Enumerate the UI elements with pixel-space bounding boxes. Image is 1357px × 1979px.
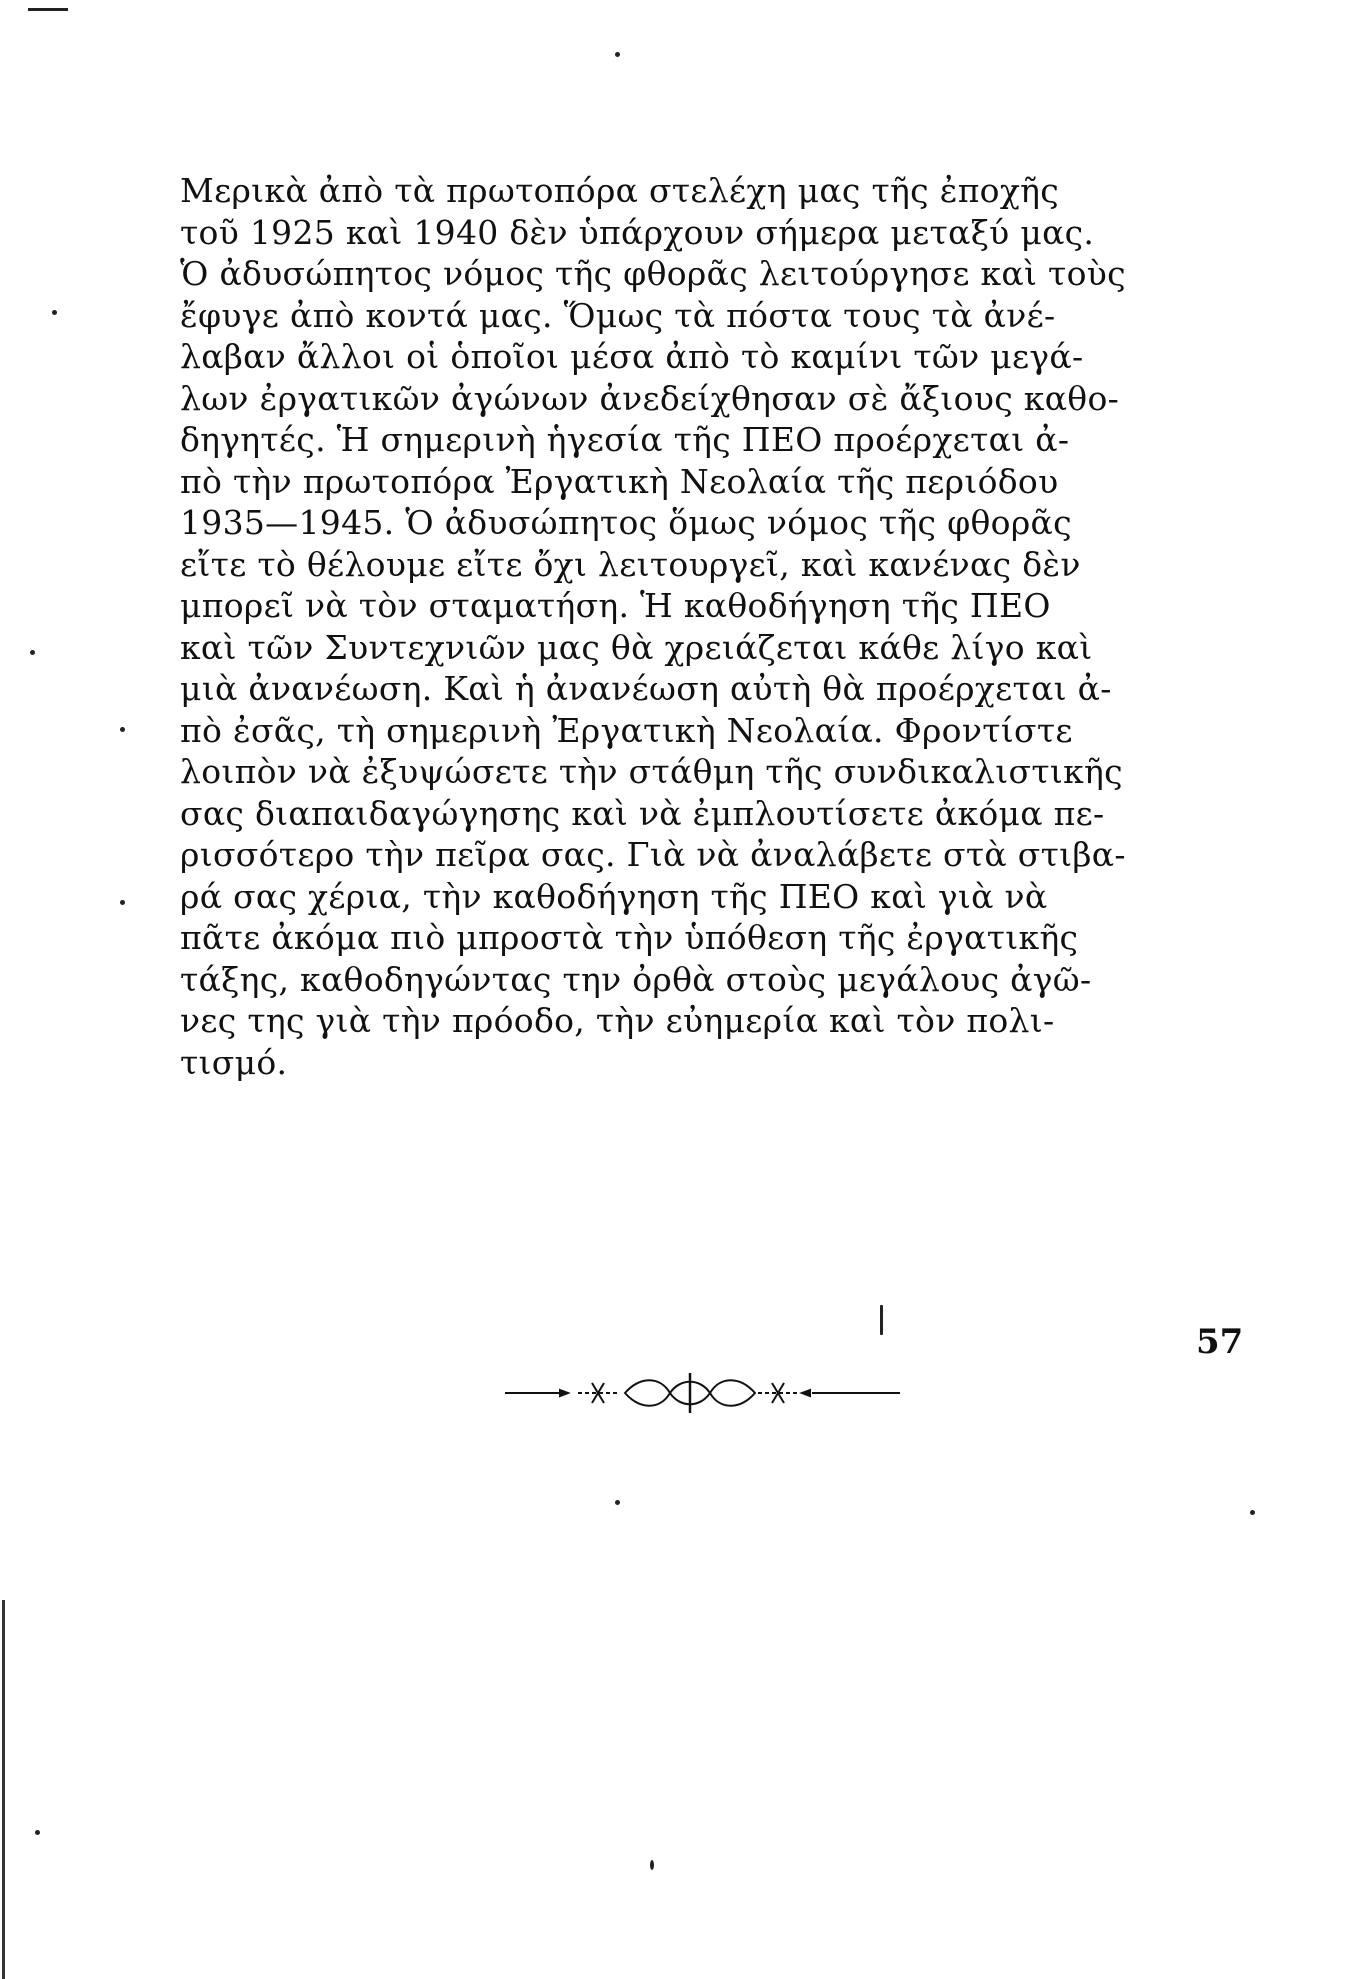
- text-line: τάξης, καθοδηγώντας την ὀρθὰ στοὺς μεγάλους ἀγῶ-: [180, 959, 1092, 999]
- text-line: λοιπὸν νὰ ἐξυψώσετε τὴν στάθμη τῆς συνδικαλιστικῆς: [180, 752, 1123, 791]
- text-line: ρισσότερο τὴν πεῖρα σας. Γιὰ νὰ ἀναλάβετε στὰ στιβα-: [180, 835, 1126, 874]
- scan-speck: [120, 727, 125, 732]
- text-line: Μερικὰ ἀπὸ τὰ πρωτοπόρα στελέχη μας τῆς ἐποχῆς: [180, 171, 1060, 210]
- text-line: πᾶτε ἀκόμα πιὸ μπροστὰ τὴν ὑπόθεση τῆς ἐργατικῆς: [180, 918, 1079, 957]
- scan-speck: [880, 1305, 883, 1335]
- text-line: καὶ τῶν Συντεχνιῶν μας θὰ χρειάζεται κάθε λίγο καὶ: [180, 627, 1093, 667]
- scan-speck: [615, 52, 620, 57]
- scan-speck: [28, 8, 68, 11]
- text-line: πὸ ἐσᾶς, τὴ σημερινὴ Ἐργατικὴ Νεολαία. Φροντίστε: [180, 710, 1073, 750]
- text-line: δηγητές. Ἡ σημερινὴ ἡγεσία τῆς ΠΕΟ προέρχεται ἀ-: [180, 420, 1070, 459]
- page-number: 57: [1196, 1322, 1244, 1362]
- scan-speck: [30, 650, 35, 655]
- text-line: τισμό.: [180, 1042, 288, 1082]
- scan-speck: [35, 1830, 40, 1835]
- text-line: λων ἐργατικῶν ἀγώνων ἀνεδείχθησαν σὲ ἄξιους καθο-: [180, 378, 1120, 418]
- text-line: μιὰ ἀνανέωση. Καὶ ἡ ἀνανέωση αὐτὴ θὰ προέρχεται ἀ-: [180, 669, 1112, 708]
- text-line: Ὁ ἀδυσώπητος νόμος τῆς φθορᾶς λειτούργησε καὶ τοὺς: [180, 254, 1126, 293]
- scan-speck: [615, 1500, 620, 1505]
- scan-edge-artifact: [2, 1600, 5, 1979]
- text-line: ρά σας χέρια, τὴν καθοδήγηση τῆς ΠΕΟ καὶ γιὰ νὰ: [180, 876, 1048, 916]
- text-line: λαβαν ἄλλοι οἱ ὁποῖοι μέσα ἀπὸ τὸ καμίνι τῶν μεγά-: [180, 337, 1084, 376]
- text-line: τοῦ 1925 καὶ 1940 δὲν ὑπάρχουν σήμερα μεταξύ μας.: [180, 212, 1095, 252]
- scan-speck: [120, 900, 125, 905]
- text-line: σας διαπαιδαγώγησης καὶ νὰ ἐμπλουτίσετε ἀκόμα πε-: [180, 793, 1105, 833]
- text-line: ἔφυγε ἀπὸ κοντά μας. Ὅμως τὰ πόστα τους τὰ ἀνέ-: [180, 295, 1056, 335]
- text-line: εἴτε τὸ θέλουμε εἴτε ὄχι λειτουργεῖ, καὶ κανένας δὲν: [180, 544, 1081, 584]
- text-line: 1935—1945. Ὁ ἀδυσώπητος ὅμως νόμος τῆς φθορᾶς: [180, 503, 1072, 542]
- text-line: μπορεῖ νὰ τὸν σταματήση. Ἡ καθοδήγηση τῆς ΠΕΟ: [180, 586, 1051, 625]
- text-line: πὸ τὴν πρωτοπόρα Ἐργατικὴ Νεολαία τῆς περιόδου: [180, 461, 1059, 501]
- text-line: νες της γιὰ τὴν πρόοδο, τὴν εὐημερία καὶ τὸν πολι-: [180, 1001, 1055, 1040]
- body-text: [180, 170, 1260, 1083]
- decorative-flourish-icon: [500, 1368, 940, 1418]
- scan-speck: [52, 310, 57, 315]
- scan-speck: [650, 1860, 654, 1870]
- scan-speck: [1250, 1510, 1255, 1515]
